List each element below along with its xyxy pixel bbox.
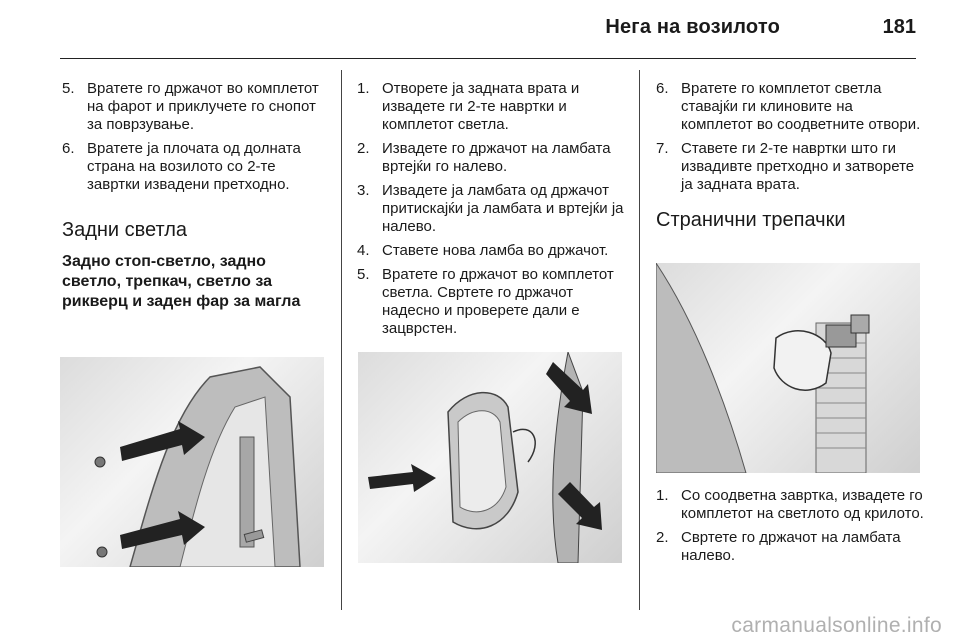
step-text: Свртете го држачот на ламбата налево. bbox=[681, 529, 901, 564]
list-item bbox=[62, 80, 328, 134]
step-text: Вратете го комплетот светла ставајќи ги клиновите на комплетот во соодветните отвори. bbox=[681, 80, 921, 133]
step-number: 1. bbox=[357, 80, 370, 97]
list-item bbox=[357, 266, 627, 338]
figure-lamp-assembly-removal bbox=[358, 352, 622, 563]
step-number: 7. bbox=[656, 140, 669, 157]
list-item bbox=[357, 140, 627, 176]
step-number: 1. bbox=[656, 487, 669, 504]
step-text: Со соодветна завртка, извадете го комплетот на светлото од крилото. bbox=[681, 487, 924, 522]
step-text: Отворете ја задната врата и извадете ги 2-те навртки и комплетот светла. bbox=[382, 80, 580, 133]
steps-list-col1 bbox=[62, 80, 328, 194]
step-text: Извадете ја ламбата од држачот притискајќи ја ламбата и вртејќи ја налево. bbox=[382, 182, 624, 235]
page-header-title: Нега на возилото bbox=[605, 16, 780, 38]
list-item bbox=[656, 80, 924, 134]
step-number: 5. bbox=[357, 266, 370, 283]
page-number: 181 bbox=[882, 16, 916, 38]
list-item bbox=[357, 80, 627, 134]
step-number: 6. bbox=[62, 140, 75, 157]
column-3 bbox=[656, 80, 924, 242]
list-item bbox=[357, 242, 627, 260]
figure-side-indicator bbox=[656, 263, 920, 473]
steps-list-col2 bbox=[357, 80, 627, 338]
column-divider-1 bbox=[341, 70, 342, 610]
step-text: Вратете го држачот во комплетот светла. Свртете го држачот надесно и проверете дали е зацврстен. bbox=[382, 266, 614, 337]
steps-list-col3-top bbox=[656, 80, 924, 194]
watermark: carmanualsonline.info bbox=[731, 614, 942, 637]
step-text: Ставете ги 2-те навртки што ги извадивте претходно и затворете ја задната врата. bbox=[681, 140, 915, 193]
section-title-rear-lights: Задни светла bbox=[62, 219, 188, 241]
list-item bbox=[62, 140, 328, 194]
step-number: 2. bbox=[357, 140, 370, 157]
list-item bbox=[656, 529, 924, 565]
step-text: Ставете нова ламба во држачот. bbox=[382, 242, 609, 259]
column-divider-2 bbox=[639, 70, 640, 610]
subsection-title: Задно стоп-светло, задно светло, трепкач, светло за рикверц и заден фар за магла bbox=[62, 253, 301, 310]
step-number: 5. bbox=[62, 80, 75, 97]
step-text: Вратете ја плочата од долната страна на возилото со 2-те завртки извадени претходно. bbox=[87, 140, 301, 193]
step-text: Извадете го држачот на ламбата вртејќи го налево. bbox=[382, 140, 611, 175]
section-title-side-indicators: Странични трепачки bbox=[656, 209, 846, 231]
figure-rear-lamp-screws bbox=[60, 357, 324, 567]
list-item bbox=[357, 182, 627, 236]
header-rule bbox=[60, 58, 916, 59]
column-1 bbox=[62, 80, 328, 322]
step-number: 2. bbox=[656, 529, 669, 546]
step-text: Вратете го држачот во комплетот на фарот и приклучете го снопот за поврзување. bbox=[87, 80, 319, 133]
list-item bbox=[656, 140, 924, 194]
step-number: 4. bbox=[357, 242, 370, 259]
step-number: 6. bbox=[656, 80, 669, 97]
column-2 bbox=[357, 80, 627, 344]
steps-list-col3-bottom bbox=[656, 487, 924, 565]
column-3-bottom bbox=[656, 487, 924, 571]
list-item bbox=[656, 487, 924, 523]
step-number: 3. bbox=[357, 182, 370, 199]
